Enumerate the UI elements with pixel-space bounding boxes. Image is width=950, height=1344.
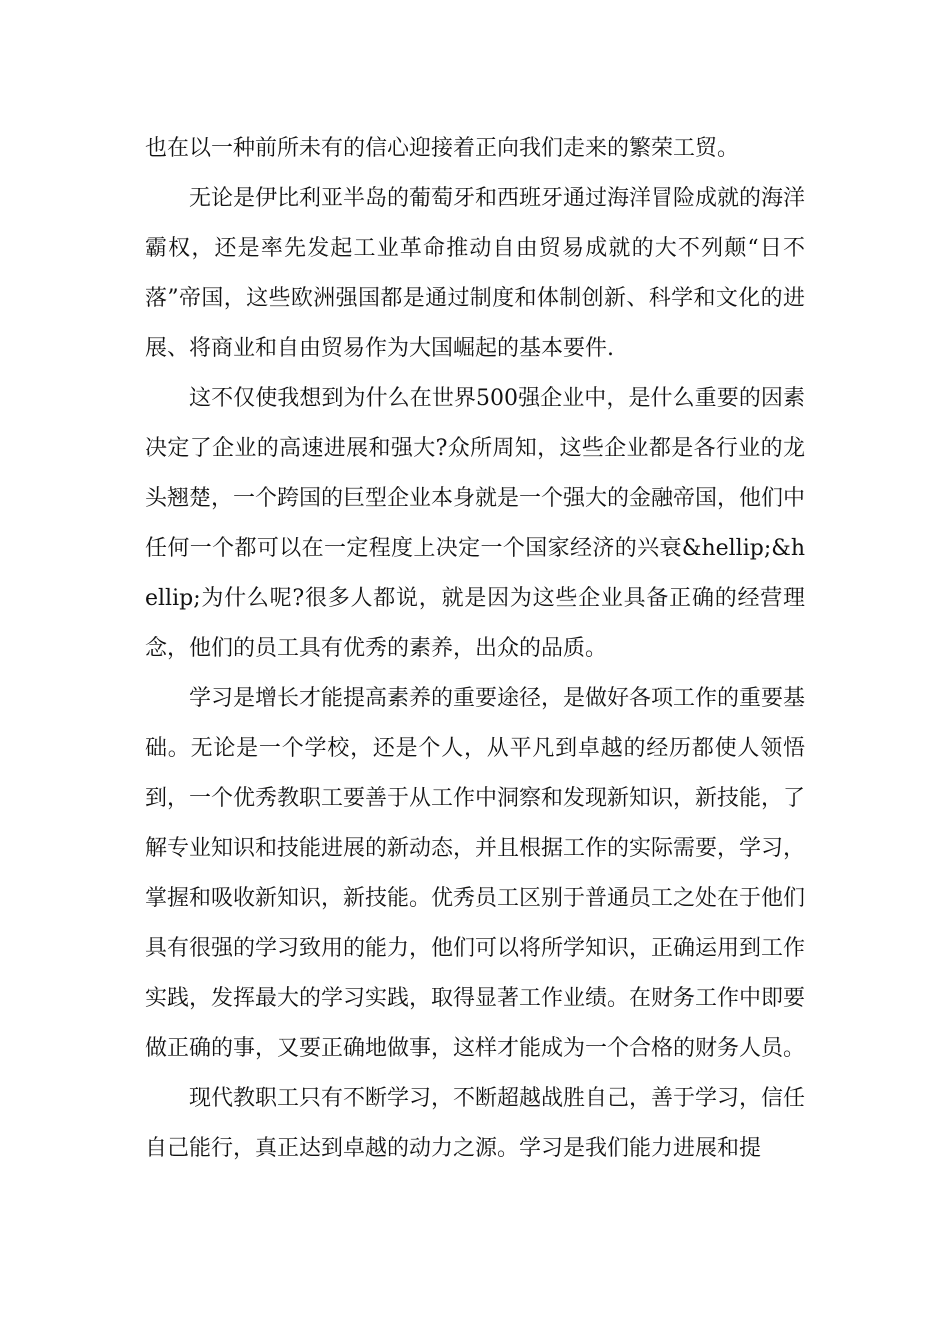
paragraph-modern-staff: 现代教职工只有不断学习，不断超越战胜自己，善于学习，信任自己能行，真正达到卓越的动力之源。学习是我们能力进展和提 (145, 1086, 806, 1161)
paragraph-continuation: 也在以一种前所未有的信心迎接着正向我们走来的繁荣工贸。 (145, 136, 740, 161)
document-body (145, 124, 805, 1174)
paragraph-top-500-enterprises: 这不仅使我想到为什么在世界500强企业中，是什么重要的因素决定了企业的高速进展和强大?众所周知，这些企业都是各行业的龙头翘楚，一个跨国的巨型企业本身就是一个强大的金融帝国，他们中任何一个都可以在一定程度上决定一个国家经济的兴衰&hellip;&hellip;为什么呢?很多人都说，就是因为这些企业具备正确的经营理念，他们的员工具有优秀的素养，出众的品质。 (145, 386, 806, 661)
paragraph-learning-importance: 学习是增长才能提高素养的重要途径，是做好各项工作的重要基础。无论是一个学校，还是个人，从平凡到卓越的经历都使人领悟到，一个优秀教职工要善于从工作中洞察和发现新知识，新技能，了解专业知识和技能进展的新动态，并且根据工作的实际需要，学习，掌握和吸收新知识，新技能。优秀员工区别于普通员工之处在于他们具有很强的学习致用的能力，他们可以将所学知识，正确运用到工作实践，发挥最大的学习实践，取得显著工作业绩。在财务工作中即要做正确的事，又要正确地做事，这样才能成为一个合格的财务人员。 (145, 686, 806, 1061)
paragraph-maritime-powers: 无论是伊比利亚半岛的葡萄牙和西班牙通过海洋冒险成就的海洋霸权，还是率先发起工业革命推动自由贸易成就的大不列颠“日不落”帝国，这些欧洲强国都是通过制度和体制创新、科学和文化的进展、将商业和自由贸易作为大国崛起的基本要件. (145, 186, 806, 361)
